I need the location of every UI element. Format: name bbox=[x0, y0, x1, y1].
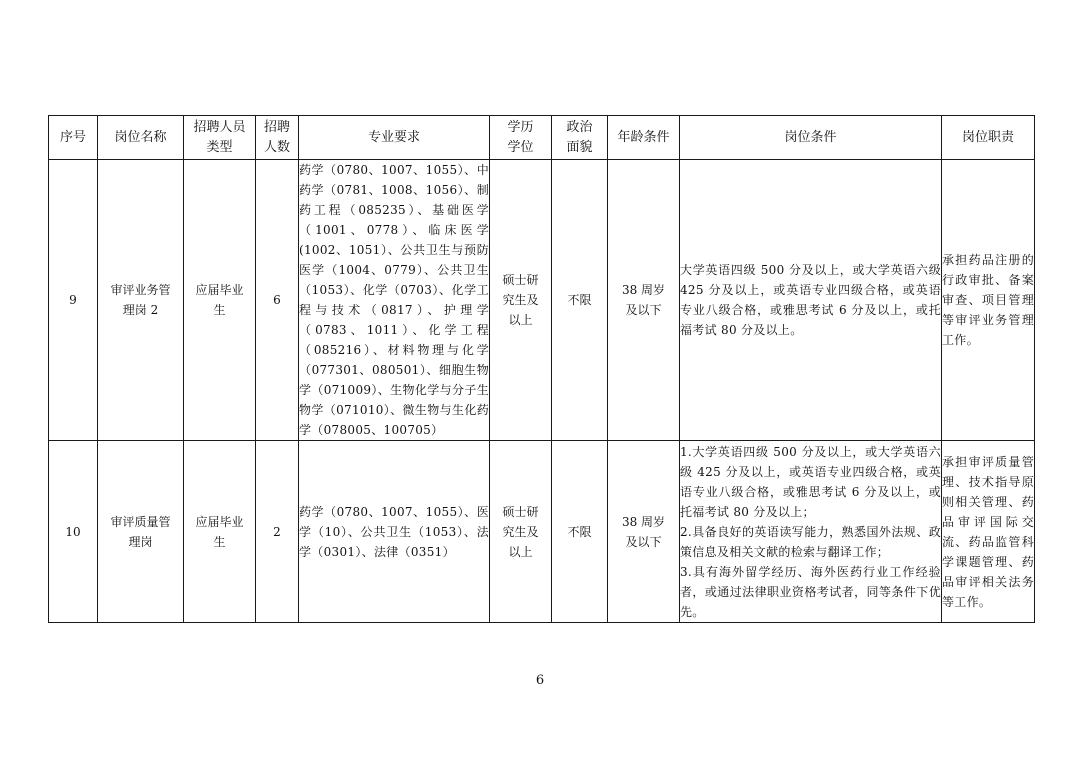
conditions-text: 大学英语四级 500 分及以上，或大学英语六级 425 分及以上，或英语专业四级合格，或英语专业八级合格，或雅思考试 6 分及以上，或托福考试 80 分及以上。 bbox=[680, 263, 941, 337]
major-text: 药学（0780、1007、1055）、中药学（0781、1008、1056）、制药工程（085235）、基础医学（1001、0778）、临床医学(1002、1051）、公共卫生与预防医学（1004、0779）、公共卫生（1053）、化学（0703）、化学工程与技术（0817）、护理学（0783、1011）、化学工程（085216）、材料物理与化学（077301、080501）、细胞生物学（071009）、生物化学与分子生物学（071010）、微生物与生化药学（078005、100705） bbox=[299, 163, 489, 437]
row-recruit-type: 应届毕业生 bbox=[184, 160, 256, 441]
row-education: 硕士研究生及以上 bbox=[490, 160, 552, 441]
row-age: 38 周岁及以下 bbox=[608, 160, 680, 441]
header-political: 政治面貌 bbox=[552, 116, 608, 160]
table-header-row bbox=[49, 116, 1035, 160]
recruitment-table bbox=[48, 115, 1035, 623]
row-index: 10 bbox=[49, 441, 98, 623]
condition-item: 3.具有海外留学经历、海外医药行业工作经验者，或通过法律职业资格考试者，同等条件下优先。 bbox=[680, 564, 941, 619]
condition-item: 2.具备良好的英语读写能力，熟悉国外法规、政策信息及相关文献的检索与翻译工作； bbox=[680, 524, 941, 559]
row-duties bbox=[942, 441, 1035, 623]
row-education: 硕士研究生及以上 bbox=[490, 441, 552, 623]
row-conditions bbox=[680, 441, 942, 623]
header-recruit-type: 招聘人员类型 bbox=[184, 116, 256, 160]
header-age: 年龄条件 bbox=[608, 116, 680, 160]
row-political: 不限 bbox=[552, 441, 608, 623]
row-duties bbox=[942, 160, 1035, 441]
header-duties: 岗位职责 bbox=[942, 116, 1035, 160]
condition-item: 1.大学英语四级 500 分及以上，或大学英语六级 425 分及以上，或英语专业四级合格，或英语专业八级合格，或雅思考试 6 分及以上，或托福考试 80 分及以上； bbox=[680, 444, 941, 519]
header-index: 序号 bbox=[49, 116, 98, 160]
row-index: 9 bbox=[49, 160, 98, 441]
header-education: 学历学位 bbox=[490, 116, 552, 160]
row-major-requirements bbox=[299, 441, 490, 623]
header-position-name: 岗位名称 bbox=[98, 116, 184, 160]
major-text: 药学（0780、1007、1055）、医学（10）、公共卫生（1053）、法学（0301）、法律（0351） bbox=[299, 504, 489, 559]
row-recruit-type: 应届毕业生 bbox=[184, 441, 256, 623]
header-conditions: 岗位条件 bbox=[680, 116, 942, 160]
page-number: 6 bbox=[535, 673, 545, 688]
header-recruit-count: 招聘人数 bbox=[256, 116, 299, 160]
row-conditions bbox=[680, 160, 942, 441]
row-age: 38 周岁及以下 bbox=[608, 441, 680, 623]
row-position-name: 审评业务管理岗 2 bbox=[98, 160, 184, 441]
row-major-requirements bbox=[299, 160, 490, 441]
row-recruit-count: 2 bbox=[256, 441, 299, 623]
duties-text: 承担审评质量管理、技术指导原则相关管理、药品审评国际交流、药品监管科学课题管理、药品审评相关法务等工作。 bbox=[942, 454, 1034, 609]
row-recruit-count: 6 bbox=[256, 160, 299, 441]
row-political: 不限 bbox=[552, 160, 608, 441]
duties-text: 承担药品注册的行政审批、备案审查、项目管理等审评业务管理工作。 bbox=[942, 253, 1034, 347]
row-position-name: 审评质量管理岗 bbox=[98, 441, 184, 623]
header-major: 专业要求 bbox=[299, 116, 490, 160]
table-row bbox=[49, 160, 1035, 441]
table-row bbox=[49, 441, 1035, 623]
